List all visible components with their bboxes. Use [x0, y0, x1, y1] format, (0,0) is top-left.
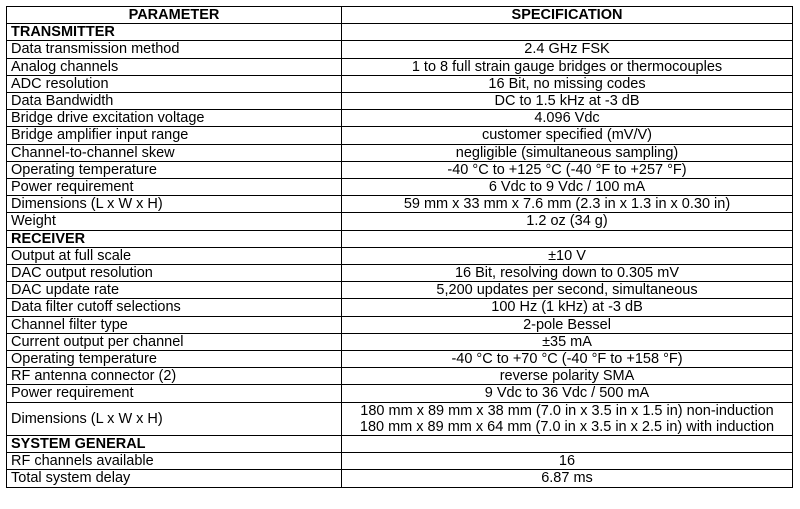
specification-line: 4.096 Vdc [534, 110, 600, 127]
table-row [7, 299, 793, 316]
specification-cell [342, 385, 793, 402]
parameter-cell: ADC resolution [7, 75, 342, 92]
parameter-cell: Channel filter type [7, 316, 342, 333]
specification-cell [342, 196, 793, 213]
parameter-cell: Dimensions (L x W x H) [7, 402, 342, 435]
table-row [7, 265, 793, 282]
specification-cell [342, 110, 793, 127]
table-row [7, 41, 793, 58]
specification-cell [342, 265, 793, 282]
table-row [7, 161, 793, 178]
parameter-cell: Bridge amplifier input range [7, 127, 342, 144]
section-empty-cell [342, 24, 793, 41]
specification-cell [342, 368, 793, 385]
table-row [7, 58, 793, 75]
table-row [7, 453, 793, 470]
specification-cell [342, 144, 793, 161]
specification-cell [342, 161, 793, 178]
specification-cell [342, 179, 793, 196]
table-row [7, 368, 793, 385]
table-row [7, 282, 793, 299]
section-empty-cell [342, 436, 793, 453]
table-row [7, 316, 793, 333]
specification-cell [342, 453, 793, 470]
parameter-cell: RF channels available [7, 453, 342, 470]
parameter-header: PARAMETER [7, 7, 342, 24]
specification-line: DC to 1.5 kHz at -3 dB [494, 93, 640, 110]
section-row [7, 230, 793, 247]
parameter-cell: Power requirement [7, 179, 342, 196]
section-empty-cell [342, 230, 793, 247]
parameter-cell: Dimensions (L x W x H) [7, 196, 342, 213]
specification-cell [342, 316, 793, 333]
header-row [7, 7, 793, 24]
specification-line: 100 Hz (1 kHz) at -3 dB [491, 299, 643, 316]
specification-line: 59 mm x 33 mm x 7.6 mm (2.3 in x 1.3 in x 0.30 in) [403, 196, 731, 213]
table-row [7, 402, 793, 435]
specification-cell [342, 282, 793, 299]
specification-line: 16 [558, 453, 576, 470]
specification-line: -40 °C to +125 °C (-40 °F to +257 °F) [447, 161, 687, 178]
specification-line: 180 mm x 89 mm x 64 mm (7.0 in x 3.5 in x 2.5 in) with induction [359, 418, 775, 435]
table-row [7, 247, 793, 264]
specification-line: reverse polarity SMA [499, 368, 635, 385]
specification-line: 1.2 oz (34 g) [526, 213, 608, 230]
parameter-cell: DAC update rate [7, 282, 342, 299]
parameter-cell: Operating temperature [7, 351, 342, 368]
section-title: TRANSMITTER [7, 24, 342, 41]
specification-line: ±10 V [548, 247, 586, 264]
parameter-cell: Analog channels [7, 58, 342, 75]
parameter-cell: Total system delay [7, 470, 342, 487]
section-title: SYSTEM GENERAL [7, 436, 342, 453]
specification-cell [342, 402, 793, 435]
specification-line: -40 °C to +70 °C (-40 °F to +158 °F) [451, 351, 683, 368]
parameter-cell: RF antenna connector (2) [7, 368, 342, 385]
table-row [7, 179, 793, 196]
parameter-cell: Power requirement [7, 385, 342, 402]
specification-line: 16 Bit, no missing codes [488, 75, 646, 92]
specification-cell [342, 75, 793, 92]
table-row [7, 93, 793, 110]
specification-header: SPECIFICATION [342, 7, 793, 24]
specification-cell [342, 247, 793, 264]
table-row [7, 470, 793, 487]
specification-line: 9 Vdc to 36 Vdc / 500 mA [484, 385, 650, 402]
specification-line: 6.87 ms [541, 470, 593, 487]
specification-line: ±35 mA [542, 333, 592, 350]
specification-line: 1 to 8 full strain gauge bridges or thermocouples [411, 58, 723, 75]
parameter-cell: DAC output resolution [7, 265, 342, 282]
parameter-cell: Channel-to-channel skew [7, 144, 342, 161]
specification-line: negligible (simultaneous sampling) [455, 144, 679, 161]
specification-cell [342, 58, 793, 75]
specification-cell [342, 299, 793, 316]
table-row [7, 144, 793, 161]
table-row [7, 351, 793, 368]
table-row [7, 110, 793, 127]
table-row [7, 127, 793, 144]
specification-cell [342, 41, 793, 58]
specification-line: 16 Bit, resolving down to 0.305 mV [454, 265, 680, 282]
table-row [7, 385, 793, 402]
parameter-cell: Output at full scale [7, 247, 342, 264]
specification-line: 2-pole Bessel [523, 316, 611, 333]
specification-cell [342, 333, 793, 350]
specification-cell [342, 127, 793, 144]
parameter-cell: Data transmission method [7, 41, 342, 58]
specification-line: 5,200 updates per second, simultaneous [436, 282, 698, 299]
table-row [7, 75, 793, 92]
parameter-cell: Bridge drive excitation voltage [7, 110, 342, 127]
specification-table [6, 6, 793, 488]
table-row [7, 213, 793, 230]
specification-line: 180 mm x 89 mm x 38 mm (7.0 in x 3.5 in x 1.5 in) non-induction [360, 402, 774, 419]
section-title: RECEIVER [7, 230, 342, 247]
section-row [7, 436, 793, 453]
parameter-cell: Data filter cutoff selections [7, 299, 342, 316]
table-row [7, 333, 793, 350]
specification-cell [342, 351, 793, 368]
parameter-cell: Current output per channel [7, 333, 342, 350]
table-body [7, 24, 793, 487]
specification-cell [342, 213, 793, 230]
specification-line: customer specified (mV/V) [481, 127, 653, 144]
parameter-cell: Data Bandwidth [7, 93, 342, 110]
specification-line: 6 Vdc to 9 Vdc / 100 mA [488, 179, 646, 196]
table-row [7, 196, 793, 213]
section-row [7, 24, 793, 41]
specification-cell [342, 93, 793, 110]
specification-cell [342, 470, 793, 487]
parameter-cell: Operating temperature [7, 161, 342, 178]
specification-line: 2.4 GHz FSK [524, 41, 610, 58]
parameter-cell: Weight [7, 213, 342, 230]
